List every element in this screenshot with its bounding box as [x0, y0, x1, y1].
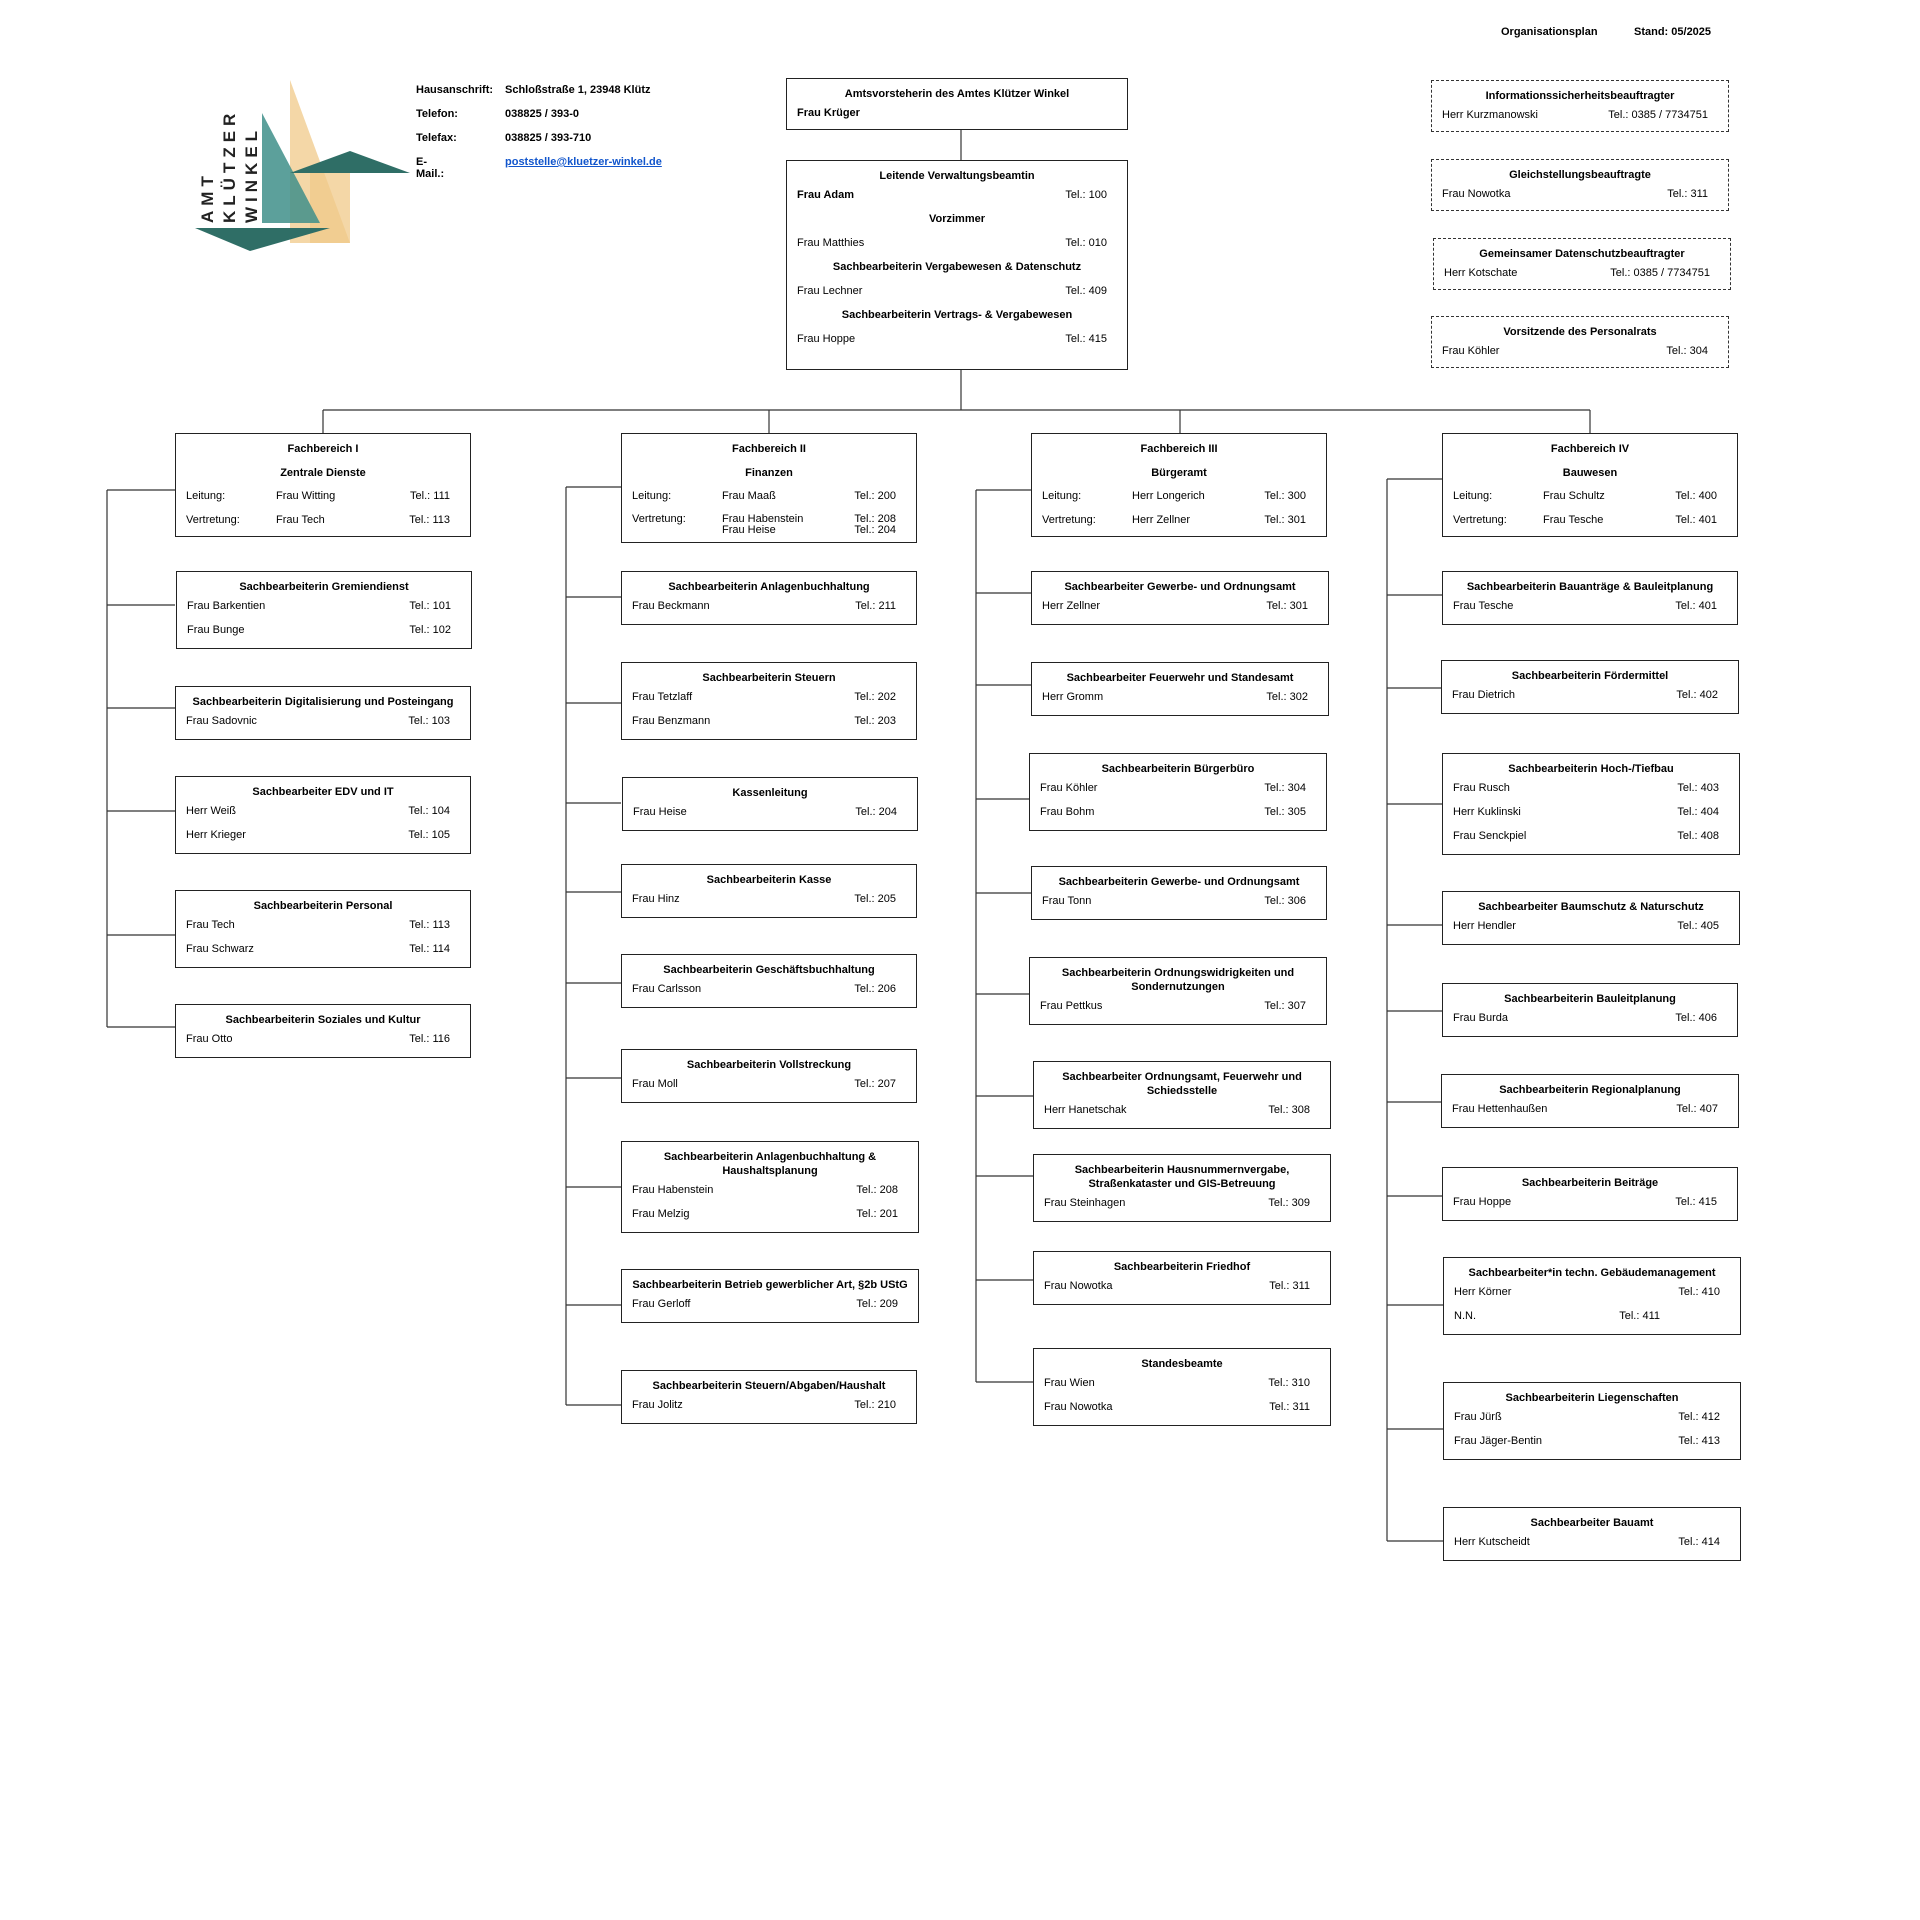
person-name: Frau Senckpiel	[1453, 830, 1527, 842]
person-tel: Tel.: 202	[854, 691, 896, 703]
person-tel: Tel.: 203	[854, 715, 896, 727]
staff-unit-tel: Tel.: 0385 / 7734751	[1610, 267, 1710, 279]
person-row	[1042, 685, 1318, 709]
department-box-fb2	[621, 433, 917, 543]
admin-title: Leitende Verwaltungsbeamtin	[879, 170, 1035, 182]
office-tel: Tel.: 010	[1065, 237, 1107, 249]
lead-label: Leitung:	[1453, 490, 1493, 502]
person-tel: Tel.: 414	[1678, 1536, 1720, 1548]
person-row	[1454, 1530, 1730, 1554]
person-row	[632, 1292, 908, 1316]
lead-tel: Tel.: 200	[854, 490, 896, 502]
person-name: Frau Bohm	[1040, 806, 1095, 818]
deputy-tel: Tel.: 301	[1264, 514, 1306, 526]
unit-title: Sachbearbeiter Feuerwehr und Standesamt	[1066, 672, 1294, 684]
person-row	[1040, 776, 1316, 800]
unit-box	[1031, 662, 1329, 716]
person-name: Frau Hoppe	[1453, 1196, 1512, 1208]
lead-name: Frau Witting	[276, 490, 336, 502]
department-subtitle: Bauwesen	[1562, 467, 1618, 479]
unit-title: Standesbeamte	[1141, 1358, 1223, 1370]
unit-box	[621, 954, 917, 1008]
person-tel: Tel.: 206	[854, 983, 896, 995]
person-tel: Tel.: 404	[1677, 806, 1719, 818]
person-row	[1040, 994, 1316, 1018]
unit-title: Sachbearbeiterin Anlagenbuchhaltung & Haushaltsplanung	[663, 1151, 877, 1177]
person-tel: Tel.: 201	[856, 1208, 898, 1220]
person-row	[1044, 1395, 1320, 1419]
person-tel: Tel.: 410	[1678, 1286, 1720, 1298]
department-subtitle: Zentrale Dienste	[280, 467, 366, 479]
unit-box	[1442, 891, 1740, 945]
person-row	[1454, 1429, 1730, 1453]
person-row	[1453, 914, 1729, 938]
person-tel: Tel.: 311	[1269, 1280, 1310, 1292]
staff-unit-name: Herr Kotschate	[1444, 267, 1518, 279]
unit-title: Sachbearbeiterin Gewerbe- und Ordnungsamt	[1058, 876, 1300, 888]
unit-box	[621, 1141, 919, 1233]
unit-title: Sachbearbeiter*in techn. Gebäudemanagement	[1468, 1267, 1716, 1279]
person-tel: Tel.: 209	[856, 1298, 898, 1310]
person-name: Frau Melzig	[632, 1208, 690, 1220]
deputy-label: Vertretung:	[1453, 514, 1507, 526]
staff-unit-tel: Tel.: 304	[1666, 345, 1708, 357]
person-tel: Tel.: 401	[1675, 600, 1717, 612]
unit-box	[176, 571, 472, 649]
unit-box	[1443, 1382, 1741, 1460]
fax-label: Telefax:	[416, 132, 457, 144]
person-name: Frau Beckmann	[632, 600, 710, 612]
person-row	[1044, 1191, 1320, 1215]
staff-unit-tel: Tel.: 0385 / 7734751	[1608, 109, 1708, 121]
person-tel: Tel.: 305	[1264, 806, 1306, 818]
person-tel: Tel.: 307	[1264, 1000, 1306, 1012]
staff-unit-box	[1431, 80, 1729, 132]
person-tel: Tel.: 311	[1269, 1401, 1310, 1413]
contracts-name: Frau Hoppe	[797, 333, 856, 345]
deputy-name: Frau Tech	[276, 514, 325, 526]
staff-unit-box	[1431, 159, 1729, 211]
deputy-name: Frau Tesche	[1543, 514, 1604, 526]
staff-unit-box	[1431, 316, 1729, 368]
person-name: Frau Wien	[1044, 1377, 1095, 1389]
logo-line-3: WINKEL	[242, 125, 261, 223]
person-name: Frau Schwarz	[186, 943, 254, 955]
deputy-tel: Tel.: 401	[1675, 514, 1717, 526]
office-title: Vorzimmer	[928, 213, 986, 225]
person-tel: Tel.: 408	[1677, 830, 1719, 842]
person-name: Herr Weiß	[186, 805, 236, 817]
unit-box	[175, 686, 471, 740]
person-tel: Tel.: 403	[1677, 782, 1719, 794]
lead-tel: Tel.: 300	[1264, 490, 1306, 502]
department-title: Fachbereich IV	[1550, 443, 1630, 455]
unit-box	[1442, 571, 1738, 625]
person-tel: Tel.: 304	[1264, 782, 1306, 794]
unit-box	[1442, 983, 1738, 1037]
head-title: Amtsvorsteherin des Amtes Klützer Winkel	[844, 88, 1070, 100]
person-tel: Tel.: 102	[409, 624, 451, 636]
admin-lead-tel: Tel.: 100	[1065, 189, 1107, 201]
person-row	[633, 800, 907, 824]
person-row	[1044, 1098, 1320, 1122]
person-name: Frau Tonn	[1042, 895, 1092, 907]
unit-title: Sachbearbeiterin Bürgerbüro	[1101, 763, 1255, 775]
person-name: Frau Moll	[632, 1078, 678, 1090]
unit-box	[1029, 753, 1327, 831]
person-row	[1453, 1006, 1727, 1030]
person-name: Herr Körner	[1454, 1286, 1512, 1298]
person-name: Frau Tesche	[1453, 600, 1514, 612]
unit-box	[1443, 1257, 1741, 1335]
person-name: Herr Kuklinski	[1453, 806, 1521, 818]
person-row	[632, 1202, 908, 1226]
unit-title: Sachbearbeiterin Beiträge	[1521, 1177, 1659, 1189]
staff-unit-title: Informationssicherheitsbeauftragter	[1485, 90, 1675, 102]
lead-label: Leitung:	[632, 490, 672, 502]
person-tel: Tel.: 208	[856, 1184, 898, 1196]
unit-title: Sachbearbeiterin Soziales und Kultur	[225, 1014, 421, 1026]
deputy-name: Frau Habenstein	[722, 513, 804, 525]
person-name: Frau Carlsson	[632, 983, 702, 995]
email-link[interactable]: poststelle@kluetzer-winkel.de	[505, 156, 662, 168]
unit-box	[621, 1049, 917, 1103]
unit-box	[1033, 1154, 1331, 1222]
person-name: Frau Benzmann	[632, 715, 711, 727]
person-row	[1453, 594, 1727, 618]
person-tel: Tel.: 211	[855, 600, 896, 612]
lead-name: Frau Maaß	[722, 490, 776, 502]
unit-title: Sachbearbeiterin Fördermittel	[1511, 670, 1669, 682]
unit-box	[1029, 957, 1327, 1025]
unit-box	[175, 1004, 471, 1058]
unit-title: Sachbearbeiterin Geschäftsbuchhaltung	[663, 964, 875, 976]
admin-lead-name: Frau Adam	[797, 189, 855, 201]
person-name: Frau Barkentien	[187, 600, 266, 612]
unit-title: Sachbearbeiterin Kasse	[706, 874, 832, 886]
lead-tel: Tel.: 400	[1675, 490, 1717, 502]
unit-title: Sachbearbeiterin Regionalplanung	[1499, 1084, 1681, 1096]
department-box-fb4	[1442, 433, 1738, 537]
person-name: Herr Hanetschak	[1044, 1104, 1127, 1116]
person-tel: Tel.: 104	[408, 805, 450, 817]
staff-unit-name: Herr Kurzmanowski	[1442, 109, 1538, 121]
person-name: Frau Jäger-Bentin	[1454, 1435, 1543, 1447]
staff-unit-title: Vorsitzende des Personalrats	[1503, 326, 1657, 338]
person-row	[1453, 1190, 1727, 1214]
unit-title: Sachbearbeiter Bauamt	[1530, 1517, 1654, 1529]
lead-tel: Tel.: 111	[410, 490, 450, 502]
department-subtitle: Bürgeramt	[1151, 467, 1207, 479]
deputy-name: Herr Zellner	[1132, 514, 1191, 526]
unit-title: Sachbearbeiterin Betrieb gewerblicher Art, §2b UStG	[632, 1279, 908, 1291]
person-tel: Tel.: 412	[1678, 1411, 1720, 1423]
unit-title: Sachbearbeiter Gewerbe- und Ordnungsamt	[1064, 581, 1296, 593]
department-subtitle: Finanzen	[745, 467, 793, 479]
department-box-fb1	[175, 433, 471, 537]
unit-box	[1441, 660, 1739, 714]
administration-box	[786, 160, 1128, 370]
unit-box	[622, 777, 918, 831]
unit-title: Sachbearbeiter Baumschutz & Naturschutz	[1478, 901, 1704, 913]
department-title: Fachbereich I	[287, 443, 359, 455]
department-title: Fachbereich II	[732, 443, 806, 455]
unit-box	[1031, 571, 1329, 625]
unit-title: Sachbearbeiterin Hoch-/Tiefbau	[1508, 763, 1674, 775]
procurement-title: Sachbearbeiterin Vergabewesen & Datenschutz	[832, 261, 1082, 273]
person-row	[632, 977, 906, 1001]
deputy2-name: Frau Heise	[722, 524, 776, 536]
unit-title: Sachbearbeiterin Bauleitplanung	[1504, 993, 1676, 1005]
person-tel: Tel.: 406	[1675, 1012, 1717, 1024]
person-name: Frau Otto	[186, 1033, 233, 1045]
person-row	[186, 823, 460, 847]
person-tel: Tel.: 309	[1268, 1197, 1310, 1209]
person-name: Herr Hendler	[1453, 920, 1516, 932]
lead-label: Leitung:	[186, 490, 226, 502]
person-tel: Tel.: 210	[854, 1399, 896, 1411]
person-row	[632, 1072, 906, 1096]
person-row	[1454, 1280, 1730, 1304]
unit-title: Sachbearbeiterin Steuern/Abgaben/Haushalt	[652, 1380, 886, 1392]
staff-unit-box	[1433, 238, 1731, 290]
deputy-tel: Tel.: 113	[409, 514, 450, 526]
person-name: Frau Tech	[186, 919, 235, 931]
unit-title: Sachbearbeiterin Friedhof	[1113, 1261, 1251, 1273]
person-name: Frau Tetzlaff	[632, 691, 693, 703]
unit-title: Sachbearbeiterin Liegenschaften	[1505, 1392, 1679, 1404]
person-row	[1042, 889, 1316, 913]
person-name: Frau Köhler	[1040, 782, 1098, 794]
department-box-fb3	[1031, 433, 1327, 537]
person-row	[186, 709, 460, 733]
unit-title: Sachbearbeiterin Steuern	[702, 672, 836, 684]
unit-box	[1441, 1074, 1739, 1128]
address-value: Schloßstraße 1, 23948 Klütz	[505, 84, 651, 96]
contracts-title: Sachbearbeiterin Vertrags- & Vergabewesen	[841, 309, 1073, 321]
staff-unit-title: Gemeinsamer Datenschutzbeauftragter	[1479, 248, 1685, 260]
person-row	[1453, 824, 1729, 848]
person-row	[1452, 683, 1728, 707]
person-tel: Tel.: 302	[1266, 691, 1308, 703]
department-title: Fachbereich III	[1140, 443, 1218, 455]
unit-box	[1033, 1348, 1331, 1426]
person-row	[1042, 594, 1318, 618]
phone-label: Telefon:	[416, 108, 458, 120]
person-name: Frau Hinz	[632, 893, 680, 905]
person-name: Herr Kutscheidt	[1454, 1536, 1530, 1548]
deputy-label: Vertretung:	[1042, 514, 1096, 526]
person-name: Frau Pettkus	[1040, 1000, 1103, 1012]
person-tel: Tel.: 310	[1268, 1377, 1310, 1389]
person-row	[186, 1027, 460, 1051]
person-tel: Tel.: 415	[1675, 1196, 1717, 1208]
person-tel: Tel.: 407	[1676, 1103, 1718, 1115]
unit-box	[1033, 1251, 1331, 1305]
person-name: Frau Dietrich	[1452, 689, 1515, 701]
unit-box	[1442, 753, 1740, 855]
person-row	[632, 685, 906, 709]
person-name: Frau Steinhagen	[1044, 1197, 1126, 1209]
person-row	[1044, 1274, 1320, 1298]
person-row	[186, 937, 460, 961]
person-row	[632, 594, 906, 618]
person-name: Frau Sadovnic	[186, 715, 257, 727]
unit-box	[621, 1269, 919, 1323]
person-row	[1040, 800, 1316, 824]
person-name: Frau Hettenhaußen	[1452, 1103, 1548, 1115]
head-name: Frau Krüger	[797, 107, 860, 119]
unit-title: Sachbearbeiterin Hausnummernvergabe, Straßenkataster und GIS-Betreuung	[1074, 1164, 1290, 1190]
person-name: Frau Jolitz	[632, 1399, 683, 1411]
unit-title: Sachbearbeiterin Digitalisierung und Posteingang	[192, 696, 454, 708]
person-row	[187, 618, 461, 642]
unit-box	[1442, 1167, 1738, 1221]
person-name: Frau Heise	[633, 806, 687, 818]
fax-value: 038825 / 393-710	[505, 132, 592, 144]
unit-box	[621, 571, 917, 625]
unit-title: Sachbearbeiterin Gremiendienst	[239, 581, 409, 593]
person-row	[632, 887, 906, 911]
person-name: Frau Burda	[1453, 1012, 1509, 1024]
person-tel: Tel.: 301	[1266, 600, 1308, 612]
unit-title: Sachbearbeiterin Anlagenbuchhaltung	[668, 581, 870, 593]
person-row	[1454, 1405, 1730, 1429]
person-row	[186, 913, 460, 937]
person-row	[632, 1393, 906, 1417]
deputy-label: Vertretung:	[186, 514, 240, 526]
unit-title: Sachbearbeiterin Personal	[253, 900, 393, 912]
person-tel: Tel.: 204	[855, 806, 897, 818]
person-row	[1453, 776, 1729, 800]
unit-box	[621, 864, 917, 918]
person-name: Herr Krieger	[186, 829, 246, 841]
person-tel: Tel.: 101	[409, 600, 451, 612]
person-name: Frau Habenstein	[632, 1184, 714, 1196]
unit-box	[175, 890, 471, 968]
person-row	[187, 594, 461, 618]
logo-line-2: KLÜTZER	[220, 108, 239, 223]
unit-title: Sachbearbeiter EDV und IT	[252, 786, 394, 798]
lead-name: Frau Schultz	[1543, 490, 1605, 502]
person-name: Frau Gerloff	[632, 1298, 691, 1310]
staff-unit-tel: Tel.: 311	[1667, 188, 1708, 200]
document-title: Organisationsplan	[1501, 26, 1598, 38]
head-box	[786, 78, 1128, 130]
logo-line-1: AMT	[198, 171, 217, 223]
person-tel: Tel.: 306	[1264, 895, 1306, 907]
amt-kluetzer-winkel-logo	[190, 78, 410, 258]
person-tel: Tel.: 114	[409, 943, 450, 955]
staff-unit-name: Frau Nowotka	[1442, 188, 1511, 200]
unit-box	[621, 1370, 917, 1424]
person-row	[632, 1178, 908, 1202]
person-tel: Tel.: 205	[854, 893, 896, 905]
unit-title: Sachbearbeiterin Vollstreckung	[686, 1059, 852, 1071]
person-tel: Tel.: 105	[408, 829, 450, 841]
person-tel: Tel.: 103	[408, 715, 450, 727]
deputy-label: Vertretung:	[632, 513, 686, 525]
person-row	[186, 799, 460, 823]
unit-title: Sachbearbeiter Ordnungsamt, Feuerwehr und Schiedsstelle	[1062, 1071, 1302, 1097]
person-row	[1452, 1097, 1728, 1121]
staff-unit-name: Frau Köhler	[1442, 345, 1500, 357]
procurement-tel: Tel.: 409	[1065, 285, 1107, 297]
person-name: Frau Nowotka	[1044, 1401, 1113, 1413]
person-tel: Tel.: 308	[1268, 1104, 1310, 1116]
stand-date: Stand: 05/2025	[1634, 26, 1712, 38]
procurement-name: Frau Lechner	[797, 285, 863, 297]
person-name: Frau Nowotka	[1044, 1280, 1113, 1292]
unit-title: Kassenleitung	[732, 787, 808, 799]
person-row	[1044, 1371, 1320, 1395]
person-row	[1454, 1304, 1730, 1328]
phone-value: 038825 / 393-0	[505, 108, 580, 120]
person-tel: Tel.: 413	[1678, 1435, 1720, 1447]
person-tel: Tel.: 411	[1619, 1310, 1660, 1322]
unit-box	[1443, 1507, 1741, 1561]
email-label: E-Mail.:	[416, 156, 445, 180]
staff-unit-title: Gleichstellungsbeauftragte	[1509, 169, 1651, 181]
lead-label: Leitung:	[1042, 490, 1082, 502]
address-label: Hausanschrift:	[416, 84, 494, 96]
person-row	[1453, 800, 1729, 824]
contracts-tel: Tel.: 415	[1065, 333, 1107, 345]
person-name: Frau Jürß	[1454, 1411, 1502, 1423]
person-row	[632, 709, 906, 733]
unit-title: Sachbearbeiterin Bauanträge & Bauleitplanung	[1466, 581, 1714, 593]
lead-name: Herr Longerich	[1132, 490, 1205, 502]
person-tel: Tel.: 207	[854, 1078, 896, 1090]
deputy2-tel: Tel.: 204	[854, 524, 896, 536]
person-tel: Tel.: 113	[409, 919, 450, 931]
person-name: Frau Rusch	[1453, 782, 1510, 794]
unit-box	[175, 776, 471, 854]
office-name: Frau Matthies	[797, 237, 865, 249]
unit-box	[621, 662, 917, 740]
person-tel: Tel.: 402	[1676, 689, 1718, 701]
person-name: N.N.	[1454, 1310, 1476, 1322]
person-tel: Tel.: 405	[1677, 920, 1719, 932]
person-tel: Tel.: 116	[409, 1033, 450, 1045]
person-name: Herr Gromm	[1042, 691, 1104, 703]
unit-title: Sachbearbeiterin Ordnungswidrigkeiten und Sondernutzungen	[1061, 967, 1295, 993]
person-name: Frau Bunge	[187, 624, 245, 636]
person-name: Herr Zellner	[1042, 600, 1101, 612]
unit-box	[1031, 866, 1327, 920]
unit-box	[1033, 1061, 1331, 1129]
deputy-tel: Tel.: 208	[854, 513, 896, 525]
